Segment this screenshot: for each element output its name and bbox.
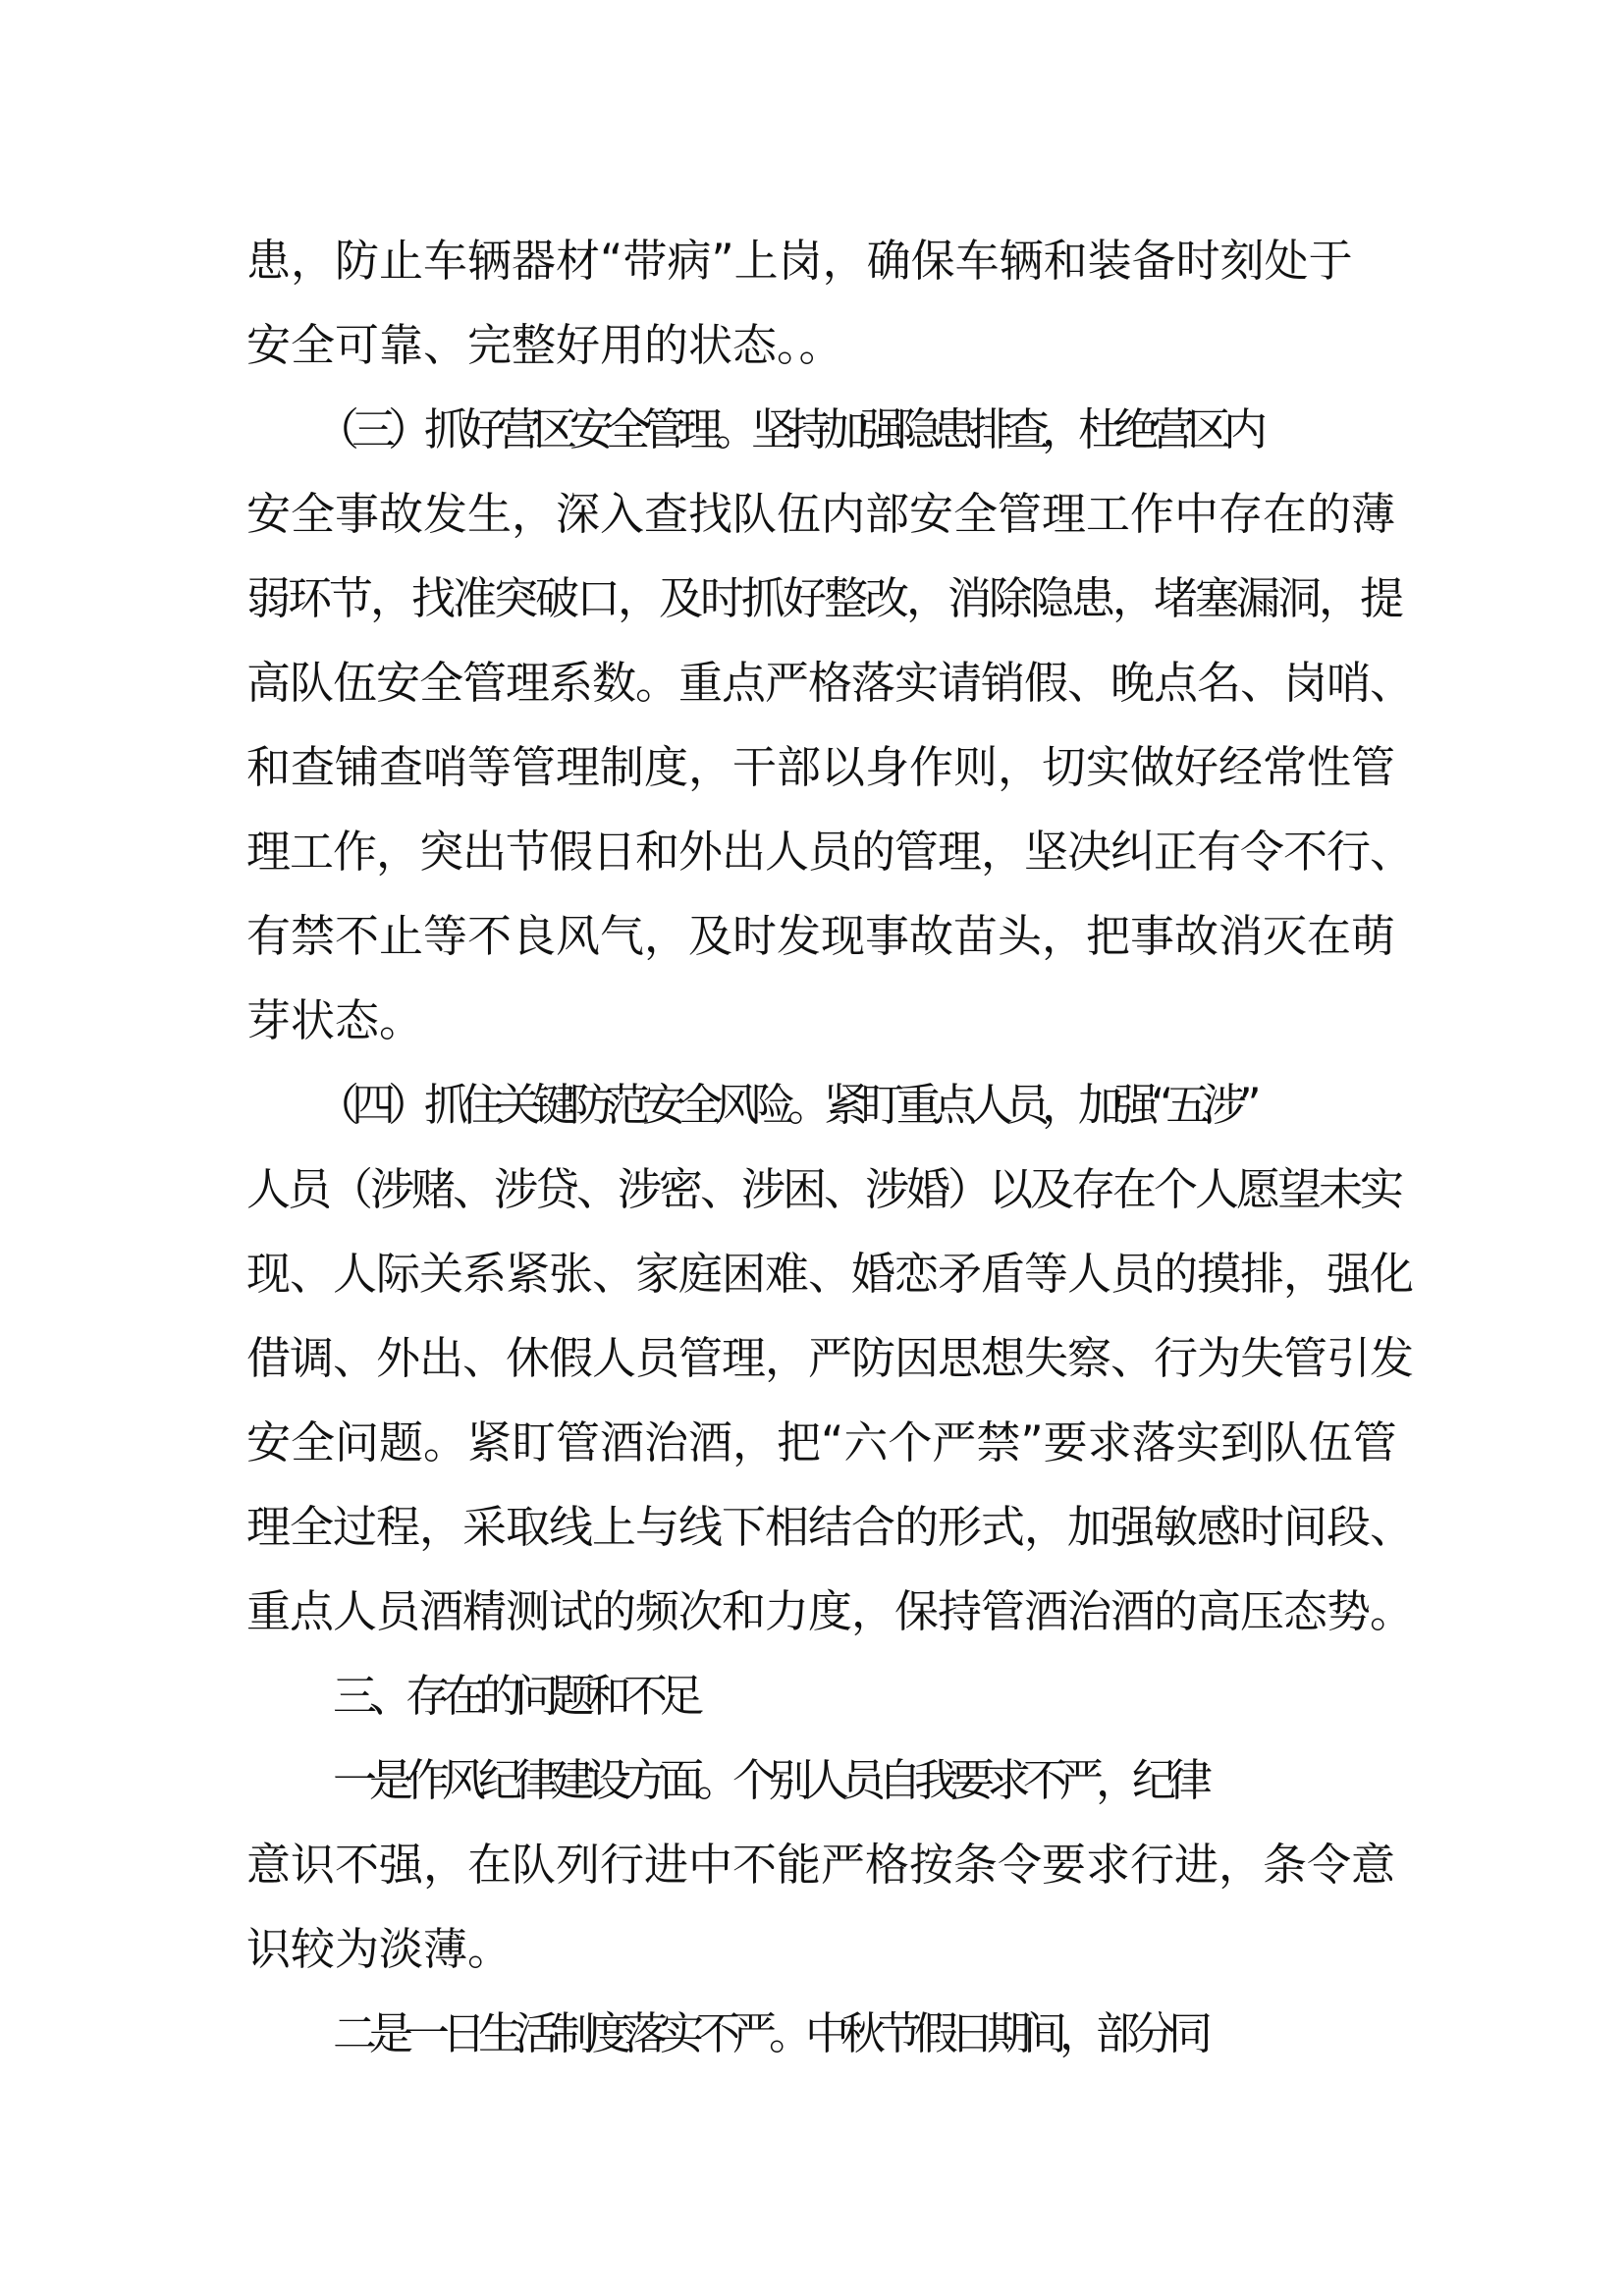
- text-line: 借调、外出、休假人员管理，严防因思想失察、行为失管引发: [246, 1332, 1414, 1384]
- text-line: 芽状态。: [246, 994, 424, 1046]
- text-line: 有禁不止等不良风气，及时发现事故苗头，把事故消灭在萌: [246, 910, 1396, 962]
- text-line: 现、人际关系紧张、家庭困难、婚恋矛盾等人员的摸排，强化: [246, 1248, 1414, 1300]
- text-line: 弱环节，找准突破口，及时抓好整改，消除隐患，堵塞漏洞，提: [246, 572, 1402, 624]
- text-line: 高队伍安全管理系数。重点严格落实请销假、晚点名、岗哨、: [246, 657, 1414, 709]
- text-line: 理工作，突出节假日和外出人员的管理，坚决纠正有令不行、: [246, 826, 1414, 878]
- paragraph-start: 二是一日生活制度落实不严。中秋节假日期间，部分同: [333, 2007, 1206, 2059]
- text-line: 重点人员酒精测试的频次和力度，保持管酒治酒的高压态势。: [246, 1585, 1414, 1637]
- text-line: 安全可靠、完整好用的状态。。: [246, 319, 843, 371]
- text-line: 安全事故发生，深入查找队伍内部安全管理工作中存在的薄: [246, 488, 1396, 540]
- paragraph-start: 一是作风纪律建设方面。个别人员自我要求不严，纪律: [333, 1754, 1206, 1806]
- text-line: 理全过程，采取线上与线下相结合的形式，加强敏感时间段、: [246, 1501, 1414, 1553]
- text-line: 意识不强，在队列行进中不能严格按条令要求行进，条令意: [246, 1839, 1396, 1891]
- section-heading-4: （四）抓住关键防范安全风险。紧盯重点人员，加强“五涉”: [315, 1079, 1254, 1131]
- text-line: 患，防止车辆器材“带病”上岗，确保车辆和装备时刻处于: [246, 235, 1353, 287]
- section-heading-3: （三）抓好营区安全管理。坚持加强隐患排查，杜绝营区内: [315, 403, 1261, 455]
- text-line: 识较为淡薄。: [246, 1923, 513, 1975]
- text-line: 和查铺查哨等管理制度，干部以身作则，切实做好经常性管: [246, 741, 1396, 793]
- text-line: 安全问题。紧盯管酒治酒，把“六个严禁”要求落实到队伍管: [246, 1416, 1397, 1468]
- text-line: 人员（涉赌、涉贷、涉密、涉困、涉婚）以及存在个人愿望未实: [246, 1163, 1402, 1215]
- chapter-heading: 三、存在的问题和不足: [333, 1670, 697, 1722]
